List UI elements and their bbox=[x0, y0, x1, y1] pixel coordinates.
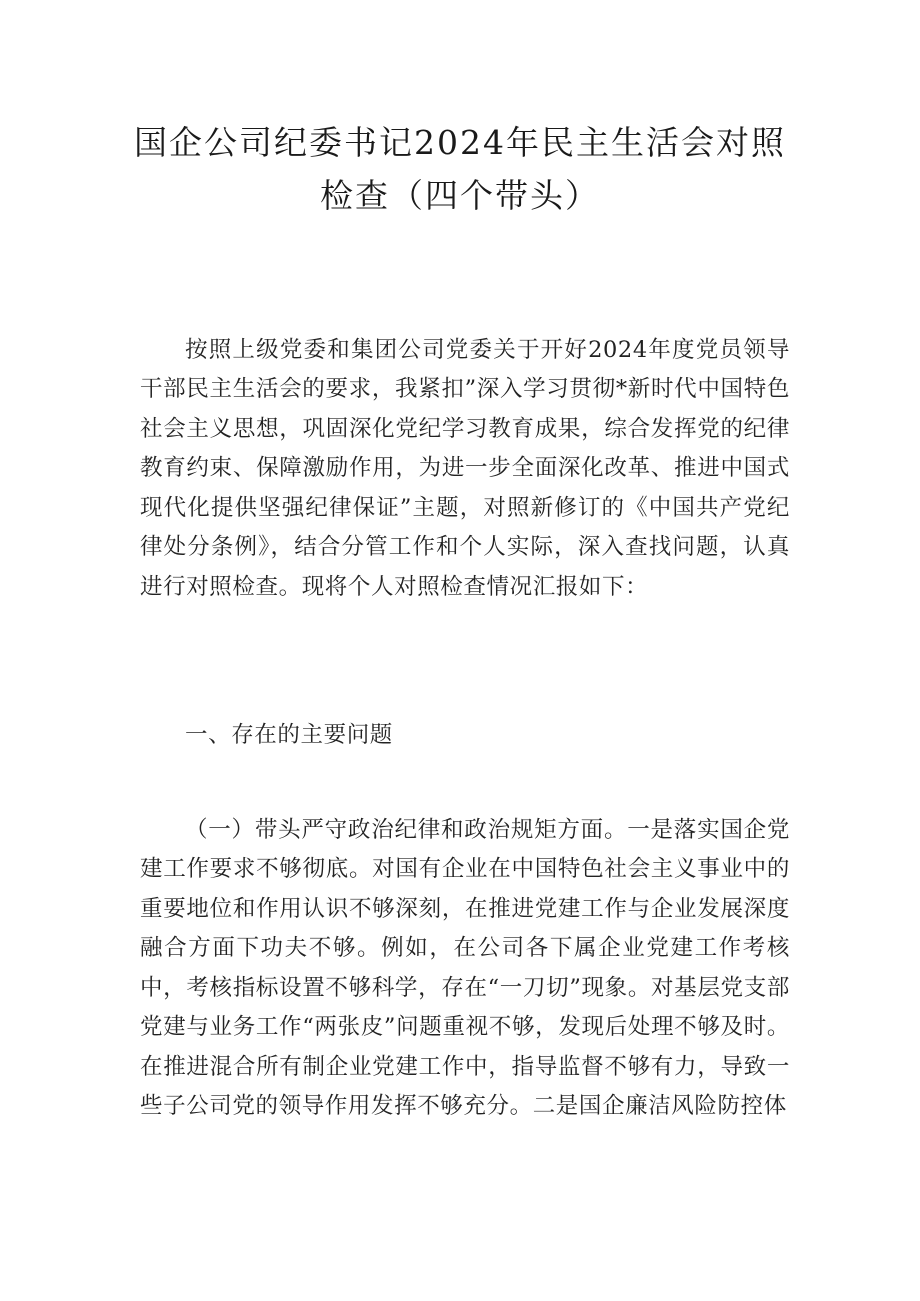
document-title bbox=[120, 116, 800, 222]
title-line-1: 国企公司纪委书记2024年民主生活会对照 bbox=[134, 123, 786, 162]
intro-paragraph: 按照上级党委和集团公司党委关于开好2024年度党员领导干部民主生活会的要求，我紧扣”深入学习贯彻*新时代中国特色社会主义思想，巩固深化党纪学习教育成果，综合发挥党的纪律教育约束、保障激励作用，为进一步全面深化改革、推进中国式现代化提供坚强纪律保证”主题，对照新修订的《中国共产党纪律处分条例》，结合分管工作和个人实际，深入查找问题，认真进行对照检查。现将个人对照检查情况汇报如下： bbox=[140, 336, 790, 600]
section-heading: 一、存在的主要问题 bbox=[185, 721, 393, 748]
body-paragraph: （一）带头严守政治纪律和政治规矩方面。一是落实国企党建工作要求不够彻底。对国有企业在中国特色社会主义事业中的重要地位和作用认识不够深刻，在推进党建工作与企业发展深度融合方面下功夫不够。例如，在公司各下属企业党建工作考核中，考核指标设置不够科学，存在“一刀切”现象。对基层党支部党建与业务工作“两张皮”问题重视不够，发现后处理不够及时。在推进混合所有制企业党建工作中，指导监督不够有力，导致一些子公司党的领导作用发挥不够充分。二是国企廉洁风险防控体 bbox=[140, 816, 790, 1119]
title-line-2: 检查（四个带头） bbox=[320, 176, 600, 215]
